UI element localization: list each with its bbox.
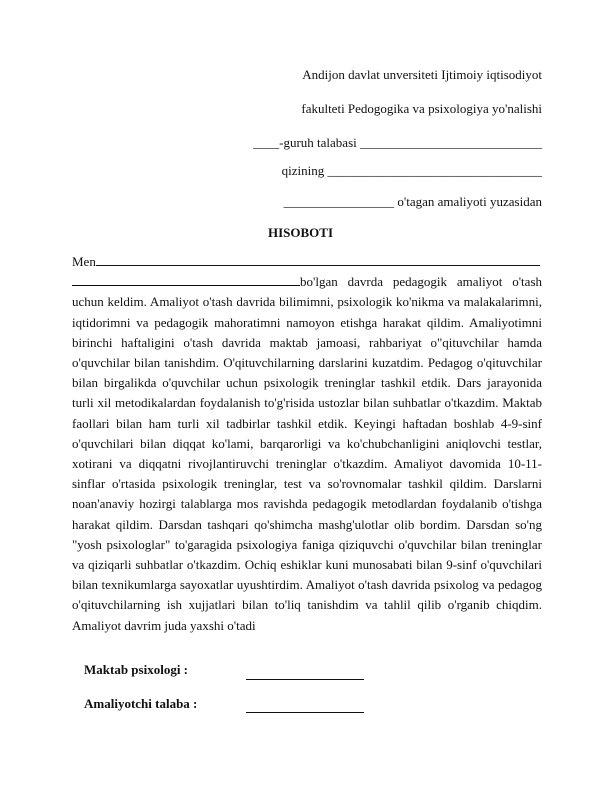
psychologist-signature-label: Maktab psixologi :: [84, 662, 189, 677]
practice-place-blank: _________________: [283, 194, 395, 209]
header-university-line: Andijon davlat unversiteti Ijtimoiy iqtisodiyot: [302, 67, 542, 82]
group-student-text: -guruh talabasi ____________________________: [279, 135, 542, 150]
student-signature-line: [246, 712, 364, 713]
men-label: Men: [72, 254, 96, 269]
report-paragraph: [72, 252, 542, 636]
header-faculty-line: fakulteti Pedogogika va psixologiya yo'nalishi: [301, 101, 542, 116]
report-title: HISOBOTI: [268, 225, 334, 240]
header-name-line: qizining _________________________________: [281, 163, 542, 178]
student-signature-label: Amaliyotchi talaba :: [84, 696, 198, 711]
group-number-blank: ____: [253, 135, 280, 150]
psychologist-signature-line: [246, 679, 364, 680]
name-fill-line: [96, 253, 540, 266]
report-body: [72, 252, 542, 636]
school-fill-line: [72, 273, 300, 286]
report-text: bo'lgan davrda pedagogik amaliyot o'tash uchun keldim. Amaliyot o'tash davrida bilimimni, psixologik ko'nikma va malakalarimni, iqtidorimni va pedagogik mahoratimni namoyon etishga harakat qildim. Amaliyotimni birinchi haftaligini o'tash davrida maktab jamoasi, rahbariyat o"qituvchilar hamda o'quvchilar bilan tanishdim. O'qituvchilarning darslarini kuzatdim. Pedagog o'qituvchilar bilan birgalikda o'quvchilar uchun psixologik treninglar tashkil etdik. Dars jarayonida turli xil metodikalardan foydalanish to'g'risida ustozlar bilan suhbatlar o'tkazdim. Maktab faollari bilan ham turli xil tadbirlar tashkil etdik. Keyingi haftadan boshlab 4-9-sinf o'quvchilari bilan diqqat ko'lami, barqarorligi va ko'chubchanligini aniqlovchi testlar, xotirani va diqqatni rivojlantiruvchi treninglar o'tkazdim. Amaliyot davomida 10-11-sinflar o'rtasida psixologik treninglar, test va so'rovnomalar tashkil qildim. Darslarni noan'anaviy hozirgi talablarga mos ravishda pedagogik metodlardan foydalanib o'tishga harakat qildim. Darsdan tashqari qo'shimcha mashg'ulotlar olib bordim. Darsdan so'ng "yosh psixologlar" to'garagida psixologiya faniga qiziquvchi o'quvchilar bilan treninglar va qiziqarli suhbatlar o'tkazdim. Ochiq eshiklar kuni munosabati bilan 9-sinf o'quvchilari bilan texnikumlarga sayoxatlar uyushtirdim. Amaliyot o'tash davrida psixolog va pedagog o'qituvchilarning ish xujjatlari bilan to'liq tanishdim va tahlil qilib o'rganib chiqdim. Amaliyot davrim juda yaxshi o'tadi: [72, 274, 542, 633]
header-practice-line: [284, 193, 542, 211]
practice-text: o'tagan amaliyoti yuzasidan: [394, 194, 542, 209]
header-group-line: [253, 134, 542, 152]
